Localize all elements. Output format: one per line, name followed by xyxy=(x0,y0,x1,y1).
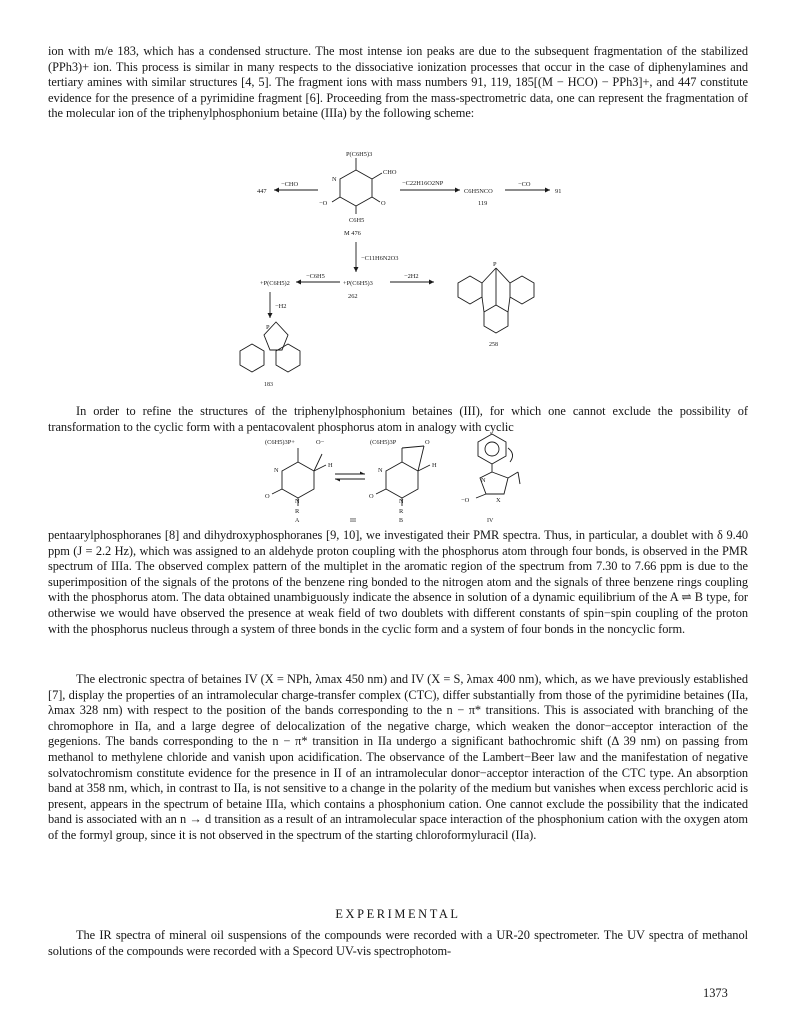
label-iv-ominus: −O xyxy=(461,497,470,504)
arrowhead-pph2 xyxy=(296,280,301,285)
paragraph-electronic-spectra: The electronic spectra of betaines IV (X = NPh, λmax 450 nm) and IV (X = S, λmax 400 nm), which, as we have previously established [7], display the properties of an intramolecular charge-transfer complex (CTC), differ substantially from those of the pyrimidine betaines (IIa, λmax 328 nm) with respect to the position of the bands corresponding to the n − π* transitions. This is associated with branching of the chromophore in IIa, and a large degree of delocalization of the negative charge, which weaken the donor−acceptor interaction of the gegenions. The bands corresponding to the n − π* transition in IIa undergo a significant bathochromic shift (Δ 39 nm) on passing from methanol to methylene chloride and vanish upon acidification. The observance of the Lambert−Beer law and the manifestation of negative solvatochromism constitute evidence for the presence in II of an intramolecular donor−acceptor interaction of the CTC type. An absorption band at 358 nm, which, in contrast to IIa, is not sensitive to a change in the polarity of the medium but vanishes when excess perchloric acid is present, appears in the spectrum of betaine IIIa, which contains a phosphonium cation. One cannot exclude the possibility that the indicated band is associated with an n → d transition as a result of an intramolecular space interaction of the phosphonium cation with the oxygen atom of the formyl group, since it is not observed in the spectrum of the starting chloroformyluracil (IIa). xyxy=(48,672,748,842)
structure-b xyxy=(376,446,430,506)
label-o-atom: O xyxy=(381,200,386,207)
label-a-o: O xyxy=(265,493,270,500)
label-m476: M 476 xyxy=(344,230,361,237)
label-cho: CHO xyxy=(383,169,397,176)
label-n-atom: N xyxy=(332,176,337,183)
arrowhead-258 xyxy=(429,280,434,285)
label-b-h: H xyxy=(432,462,437,469)
label-loss-down: −C11H6N2O3 xyxy=(361,255,399,262)
label-b-pph3: (C6H5)3P xyxy=(370,439,397,446)
label-o-minus: −O xyxy=(319,200,328,207)
label-a-pph3: (C6H5)3P+ xyxy=(265,439,295,446)
label-m91: 91 xyxy=(555,188,562,195)
label-a-h: H xyxy=(328,462,333,469)
label-loss-h2: −H2 xyxy=(275,303,287,310)
label-iii: III xyxy=(350,518,356,524)
label-loss-c6h5: −C6H5 xyxy=(306,273,325,280)
paragraph-experimental: The IR spectra of mineral oil suspensions of the compounds were recorded with a UR-20 spectrometer. The UV spectra of methanol solutions of the compounds were recorded with a Specord UV-vis spectrophotom- xyxy=(48,928,748,958)
fragmentation-scheme xyxy=(0,150,796,390)
label-b-n-top: N xyxy=(378,467,383,474)
label-b-n-bottom: N xyxy=(399,498,404,505)
label-pph3-mid: +P(C6H5)3 xyxy=(343,280,373,287)
equilibrium-arrows xyxy=(335,472,365,482)
label-n-phenyl: C6H5 xyxy=(349,217,365,224)
arrowhead-c6h5nco xyxy=(455,188,460,193)
arrowhead-down-h2 xyxy=(268,313,273,318)
label-b-r: R xyxy=(399,508,404,515)
label-iv-x: X xyxy=(496,497,501,504)
arrowhead-91 xyxy=(545,188,550,193)
label-m258: 258 xyxy=(489,342,498,348)
label-loss-big: −C22H16O2NP xyxy=(402,180,444,187)
label-loss-2h2: −2H2 xyxy=(404,273,419,280)
label-a-ominus: O− xyxy=(316,439,325,446)
label-b-o: O xyxy=(425,439,430,446)
label-m262: 262 xyxy=(348,293,358,300)
paragraph-mass-spectrometry: ion with m/e 183, which has a condensed structure. The most intense ion peaks are due to the subsequent fragmentation of the stabilized (PPh3)+ ion. This process is similar in many respects to the dissociative ionization processes that occur in the case of diphenylamines and tertiary amines with similar structures [4, 5]. The fragment ions with mass numbers 91, 119, 185[(M − HCO) − PPh3]+, and 447 constitute evidence for the presence of a pyrimidine fragment [6]. Proceeding from the mass-spectrometric data, one can represent the fragmentation of the molecular ion of the triphenylphosphonium betaine (IIIa) by the following scheme: xyxy=(48,44,748,121)
label-pph3-top: P(C6H5)3 xyxy=(346,151,373,158)
label-iv-n: N xyxy=(481,477,486,484)
section-heading-experimental: EXPERIMENTAL xyxy=(335,907,461,921)
label-b-o2: O xyxy=(369,493,374,500)
arrowhead-down xyxy=(354,267,359,272)
label-a-r: R xyxy=(295,508,300,515)
label-p-plus-right: P xyxy=(493,261,497,268)
structure-iv xyxy=(476,434,520,498)
label-b: B xyxy=(399,518,404,524)
betaine-structures xyxy=(0,432,796,522)
label-pph2-left: +P(C6H5)2 xyxy=(260,280,290,287)
label-a: A xyxy=(295,518,300,524)
label-loss-co: −CO xyxy=(518,181,531,188)
paragraph-pmr-spectra: pentaarylphosphoranes [8] and dihydroxyphosphoranes [9, 10], we investigated their PMR spectra. Thus, in particular, a doublet with δ 9.40 ppm (J = 2.2 Hz), which was assigned to an aldehyde proton coupling with the phosphorus atom through four bonds, is observed in the PMR spectrum of IIIa. The observed complex pattern of the multiplet in the aromatic region of the spectrum from 7.30 to 7.66 ppm is due to the superimposition of the signals of the protons of the benzene ring bonded to the nitrogen atom and the signals of three benzene rings coupling with the phosphorus atom. The data obtained unambiguously indicate the absence in solution of a dynamic equilibrium of the A ⇌ B type, for otherwise we would have observed the presence at weak field of two doublets with different constants of spin−spin coupling of the proton with the phosphorus nucleus through a system of three bonds in the cyclic form and a system of four bonds in the noncyclic form. xyxy=(48,528,748,636)
label-a-n-top: N xyxy=(274,467,279,474)
arrowhead-447 xyxy=(274,188,279,193)
betaine-ring-structure xyxy=(332,158,382,214)
paragraph-refine-structures: In order to refine the structures of the triphenylphosphonium betaines (III), for which one cannot exclude the possibility of transformation to the cyclic form with a pentacovalent phosphorus atom in analogy with cyclic xyxy=(48,404,748,434)
page-number: 1373 xyxy=(703,986,728,1000)
structure-183 xyxy=(240,322,300,372)
label-p-plus-bottom: P xyxy=(266,324,270,331)
label-m119: 119 xyxy=(478,200,488,207)
label-loss-cho: −CHO xyxy=(281,181,299,188)
structure-258 xyxy=(458,268,534,333)
label-c6h5nco: C6H5NCO xyxy=(464,188,493,195)
label-m183: 183 xyxy=(264,382,273,388)
label-a-n-bottom: N xyxy=(295,498,300,505)
label-m447: 447 xyxy=(257,188,267,195)
label-iv: IV xyxy=(487,518,494,524)
